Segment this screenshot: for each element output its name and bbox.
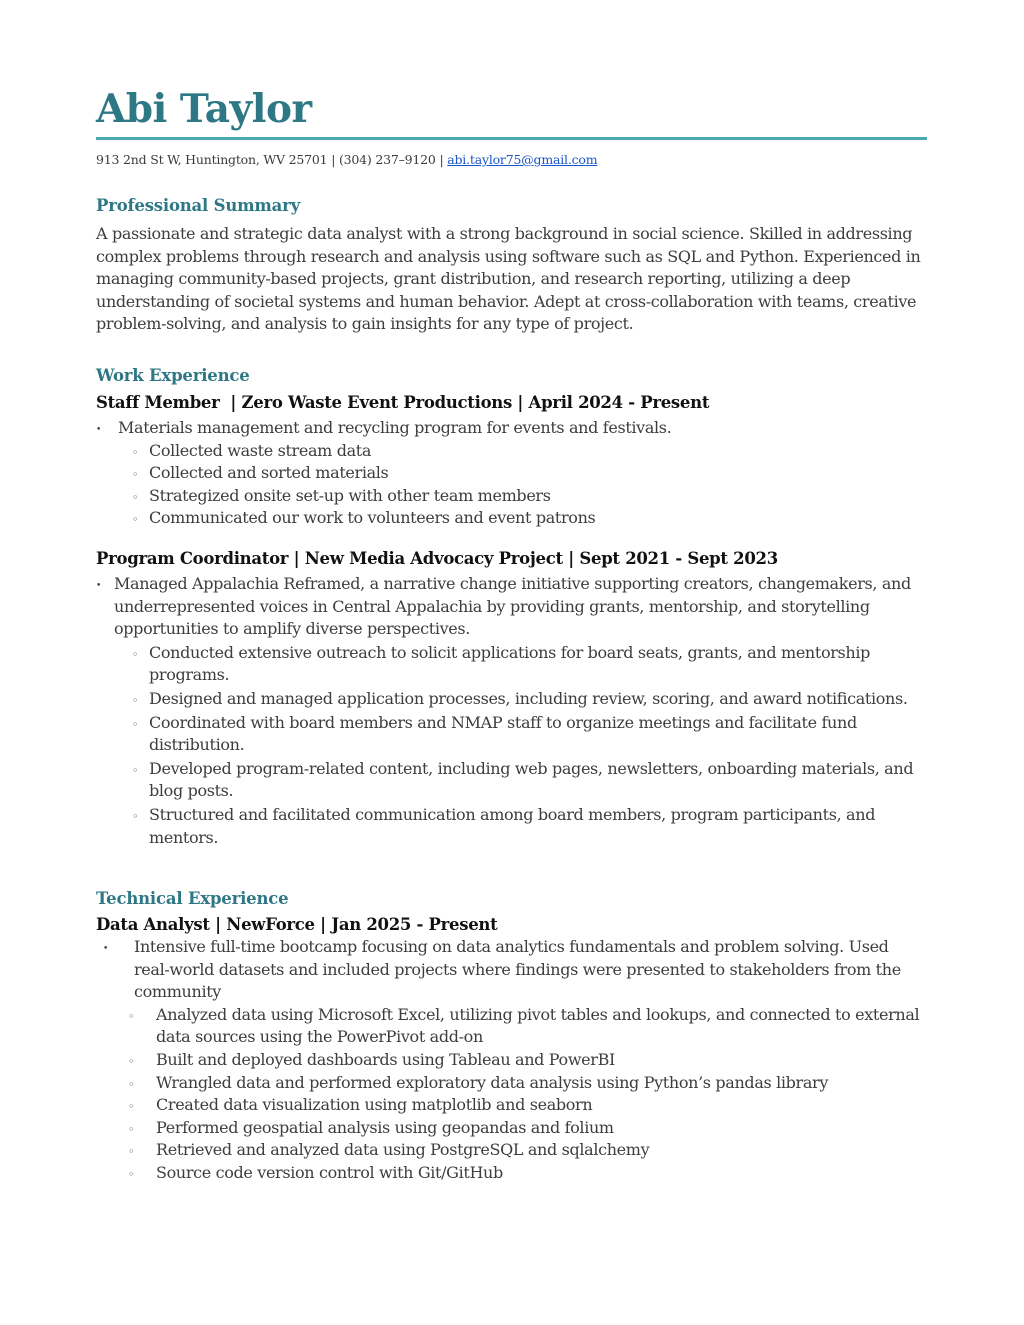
list-item: ◦ Conducted extensive outreach to solicit applications for board seats, grants, and mentorship programs. [96,642,927,687]
summary-section [96,196,927,336]
list-item: ◦ Structured and facilitated communication among board members, program participants, and mentors. [96,804,927,849]
summary-line: complex problems through research and analysis using software such as SQL and Python. Experienced in [96,246,921,266]
work-section [96,366,927,849]
section-title-summary: Professional Summary [96,196,301,215]
job-bullets [96,936,927,1185]
list-item: ◦ Designed and managed application processes, including review, scoring, and award notifications. [96,688,927,711]
summary-line: understanding of societal systems and human behavior. Adept at cross-collaboration with teams, creative [96,291,917,311]
summary-line: problem-solving, and analysis to gain insights for any type of project. [96,314,634,334]
contact-line [96,152,927,167]
job-bullets [96,573,927,849]
section-title-work: Work Experience [96,366,250,385]
list-item: ◦ Collected waste stream data [96,440,927,463]
contact-address: 913 2nd St W, Huntington, WV 25701 | (304) 237–9120 | [96,152,448,167]
list-item: ◦ Analyzed data using Microsoft Excel, utilizing pivot tables and lookups, and connected to external data sources using the PowerPivot add-on [96,1004,927,1049]
list-item: ◦ Collected and sorted materials [96,462,927,485]
list-item: ◦ Wrangled data and performed exploratory data analysis using Python’s pandas library [96,1072,927,1095]
job-title: Staff Member | Zero Waste Event Productions | April 2024 - Present [96,393,710,412]
candidate-name: Abi Taylor [96,86,312,132]
resume-page [96,84,927,1182]
list-item: ◦ Source code version control with Git/GitHub [96,1162,927,1185]
summary-line: managing community-based projects, grant distribution, and research reporting, utilizing a deep [96,269,851,289]
section-title-technical: Technical Experience [96,889,289,908]
header-divider [96,137,927,140]
job-title: Data Analyst | NewForce | Jan 2025 - Present [96,915,498,934]
list-item: ◦ Developed program-related content, including web pages, newsletters, onboarding materials, and blog posts. [96,758,927,803]
list-item: ◦ Performed geospatial analysis using geopandas and folium [96,1117,927,1140]
list-item: ◦ Strategized onsite set-up with other team members [96,485,927,508]
list-item: ◦ Created data visualization using matplotlib and seaborn [96,1094,927,1117]
list-item: ◦ Built and deployed dashboards using Tableau and PowerBI [96,1049,927,1072]
list-item: ◦ Coordinated with board members and NMAP staff to organize meetings and facilitate fund distribution. [96,712,927,757]
list-item: ◦ Communicated our work to volunteers and event patrons [96,507,927,530]
list-item: • Materials management and recycling program for events and festivals. [96,417,927,440]
list-item: • Managed Appalachia Reframed, a narrative change initiative supporting creators, changemakers, and underrepresented voices in Central Appalachia by providing grants, mentorship, and storytelling opportunities to amplify diverse perspectives. [96,573,927,641]
summary-text [96,223,927,336]
list-item: • Intensive full-time bootcamp focusing on data analytics fundamentals and problem solving. Used real-world datasets and included projects where findings were presented to stakeholders from the community [96,936,927,1004]
job-bullets [96,417,927,530]
summary-line: A passionate and strategic data analyst with a strong background in social science. Skilled in addressing [96,224,913,243]
technical-section [96,889,927,1185]
job-title: Program Coordinator | New Media Advocacy Project | Sept 2021 - Sept 2023 [96,548,778,568]
list-item: ◦ Retrieved and analyzed data using PostgreSQL and sqlalchemy [96,1139,927,1162]
email-link[interactable]: abi.taylor75@gmail.com [447,152,598,167]
